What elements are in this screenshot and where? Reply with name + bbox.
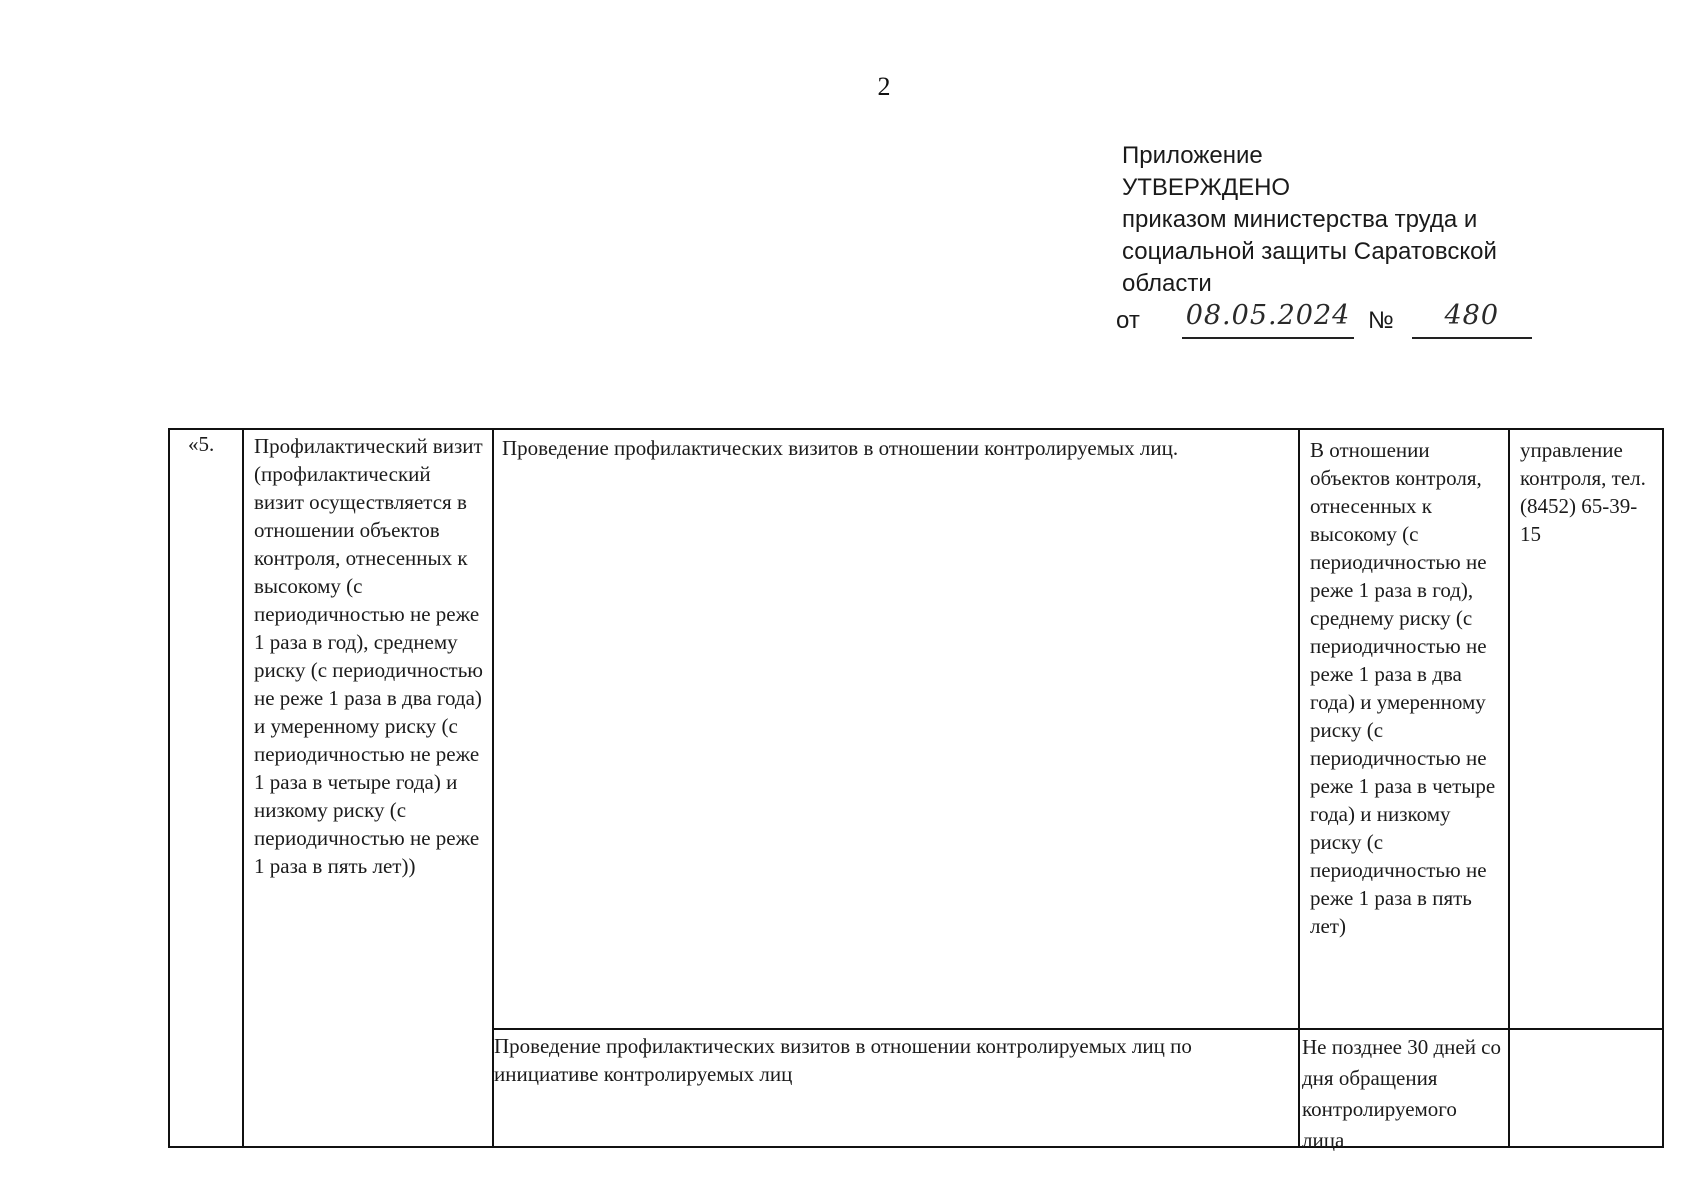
handwritten-date: 08.05.2024: [1185, 300, 1351, 331]
row2-timing: Не позднее 30 дней со дня обращения контролируемого лица: [1302, 1035, 1502, 1152]
approval-appendix-label: Приложение: [1122, 142, 1263, 169]
row1-timing: В отношении объектов контроля, отнесенных к высокому (с периодичностью не реже 1 раза в год), среднему риску (с периодичностью не реже 1 раза в два года) и умеренному риску (с периодичностью не реже 1 раза в четыре года) и низкому риску (с периодичностью не реже 1 раза в пять лет): [1310, 438, 1496, 938]
row-number: «5.: [188, 432, 215, 456]
handwritten-number: 480: [1444, 300, 1500, 331]
approval-ministry-line: социальной защиты Саратовской: [1122, 238, 1497, 265]
table-top-border: [168, 428, 1664, 430]
approval-order-line: приказом министерства труда и: [1122, 206, 1478, 233]
event-name-cell: Профилактический визит (профилактический визит осуществляется в отношении объектов контроля, отнесенных к высокому (с периодичностью не реже 1 раза в год), среднему риску (с периодичностью не реже 1 раза в два года) и умеренному риску (с периодичностью не реже 1 раза в четыре года) и низкому риску (с периодичностью не реже 1 раза в пять лет)): [254, 434, 483, 878]
approval-approved-label: УТВЕРЖДЕНО: [1122, 174, 1291, 201]
page-number: 2: [877, 72, 891, 101]
activities-table: [168, 428, 1664, 1152]
row2-description: Проведение профилактических визитов в отношении контролируемых лиц по инициативе контролируемых лиц: [494, 1034, 1192, 1086]
number-sign: №: [1368, 307, 1394, 334]
col-divider-1: [242, 428, 244, 1148]
approval-date-line: [1116, 300, 1532, 344]
approval-block: [1116, 140, 1538, 344]
table-left-border: [168, 428, 170, 1148]
row1-description: Проведение профилактических визитов в отношении контролируемых лиц.: [502, 436, 1179, 460]
number-field: [1412, 300, 1532, 339]
col-divider-3: [1298, 428, 1300, 1148]
col-divider-4: [1508, 428, 1510, 1148]
approval-region-line: области: [1122, 270, 1212, 297]
date-field: [1182, 300, 1354, 339]
row1-responsible: управление контроля, тел. (8452) 65-39-15: [1520, 438, 1646, 546]
subrow-divider: [492, 1028, 1664, 1030]
date-prefix: от: [1116, 307, 1140, 334]
table-right-border: [1662, 428, 1664, 1148]
